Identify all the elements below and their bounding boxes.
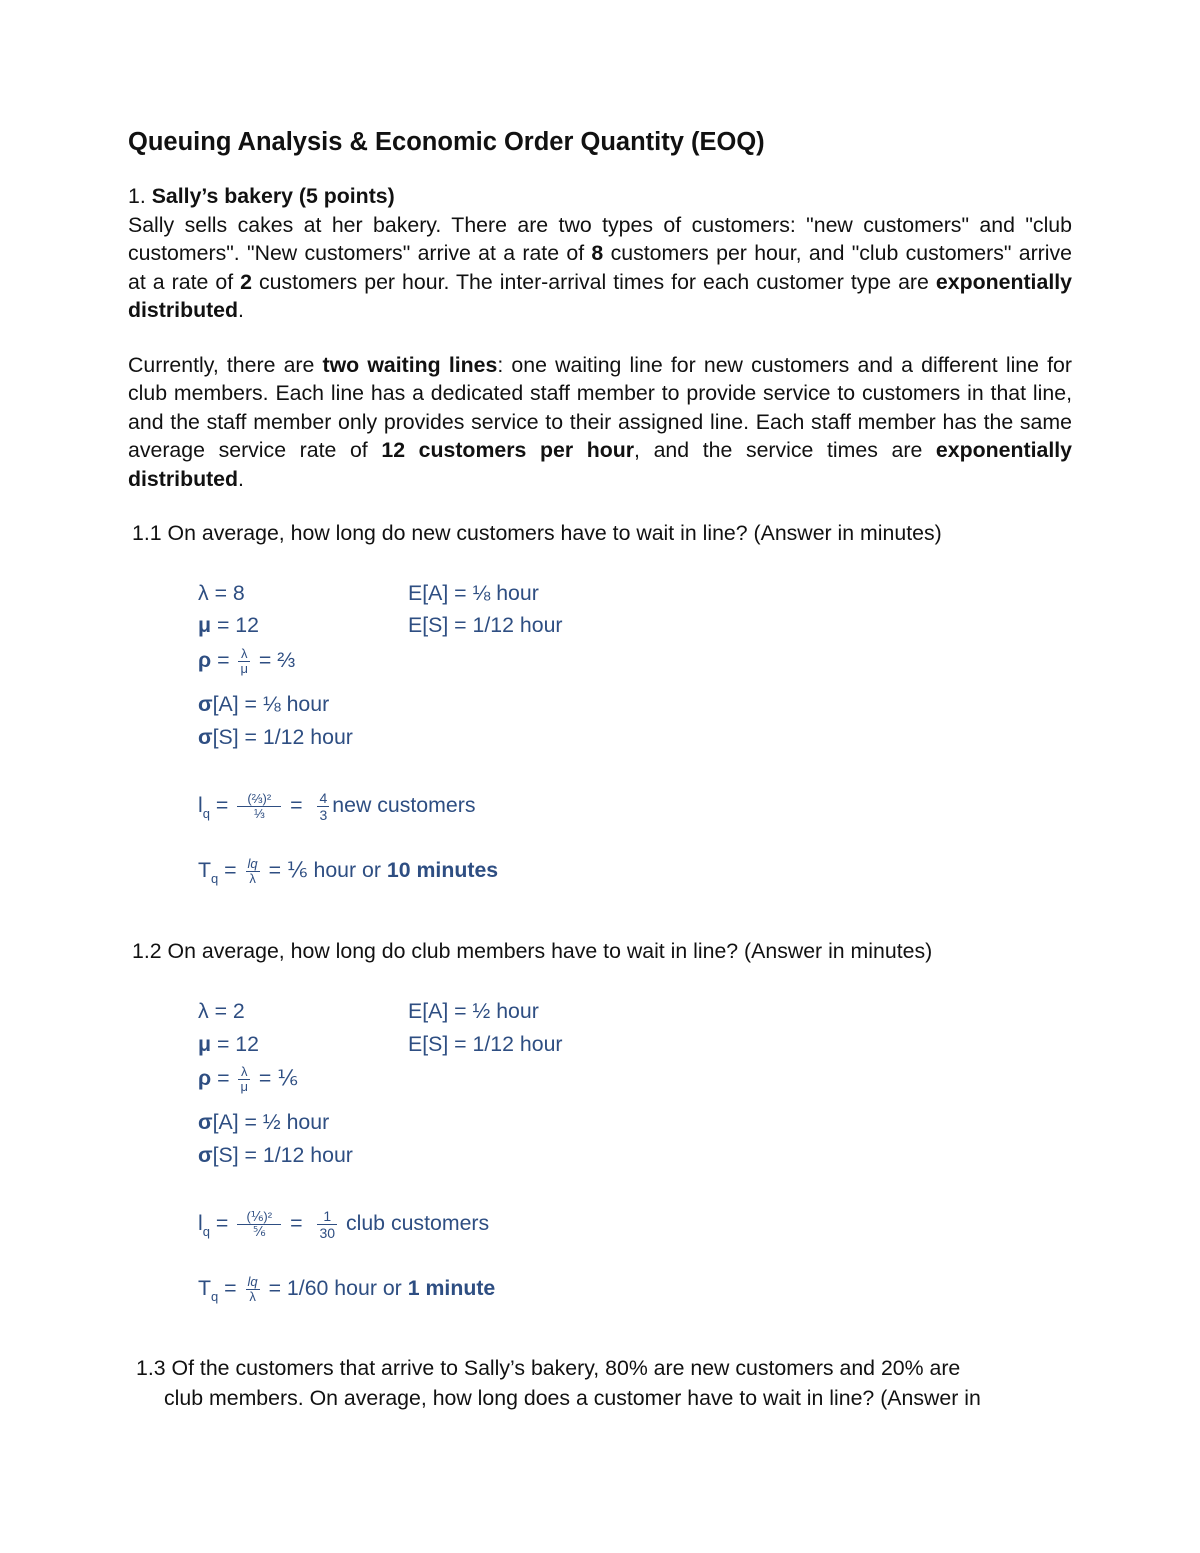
tq-symbol: T	[198, 1276, 212, 1301]
q11-ea: E[A] = ⅛ hour	[408, 581, 539, 605]
lq-res-num: 1	[317, 1208, 337, 1225]
tq-num: lq	[247, 1274, 258, 1289]
tq-sub: q	[211, 871, 219, 887]
q11-sigma-a	[198, 692, 329, 717]
mu-symbol: μ	[198, 1032, 212, 1056]
lq-res-den: 30	[319, 1225, 336, 1241]
tq-den: λ	[249, 871, 256, 886]
lq-den: ⅓	[253, 806, 265, 821]
lq-res-num: 4	[319, 790, 328, 806]
p1-bold-rate-club: 2	[240, 269, 252, 294]
sigma-s-text: [S] = 1/12 hour	[212, 1143, 353, 1167]
tq-answer: 1 minute	[407, 1276, 496, 1301]
lq-res-den: 3	[319, 807, 328, 823]
lq-fraction	[237, 1210, 281, 1239]
problem-heading	[128, 182, 1072, 210]
rho-num: λ	[238, 1065, 250, 1080]
sigma-a-text: [A] = ⅛ hour	[212, 692, 330, 716]
tq-fraction	[246, 857, 260, 886]
q12-rho: ρ = $\frac{\lambda}{\mu}$ = ⅙	[198, 1064, 298, 1094]
question-1-3	[136, 1354, 1076, 1413]
q12-sigma-a	[198, 1110, 329, 1135]
lq-sub: q	[202, 1224, 210, 1240]
tq-text: = ⅙ hour or	[268, 858, 387, 883]
q11-rho: ρ = $\frac{\lambda}{\mu}$ = ⅔	[198, 646, 296, 676]
question-1-1: 1.1 On average, how long do new customers have to wait in line? (Answer in minutes)	[132, 521, 942, 545]
tq-den: λ	[249, 1289, 256, 1304]
q11-mu	[198, 613, 259, 638]
q11-sigma-s	[198, 725, 353, 750]
lq-sub: q	[202, 806, 210, 822]
p1-bold-rate-new: 8	[591, 241, 604, 266]
lq-result-fraction	[317, 1208, 337, 1241]
p2-text-g: .	[238, 466, 244, 491]
mu-value: = 12	[211, 613, 259, 637]
rho-result: = ⅔	[258, 648, 296, 673]
question-1-2: 1.2 On average, how long do club members have to wait in line? (Answer in minutes)	[132, 939, 933, 963]
p1-text-e: customers per hour. The inter-arrival times for each customer type are	[251, 269, 936, 294]
p2-bold-lines: two waiting lines	[322, 353, 498, 377]
lq-symbol: l	[198, 1211, 203, 1236]
question-1-3-line1: 1.3 Of the customers that arrive to Sally’s bakery, 80% are new customers and 20% are	[136, 1356, 961, 1380]
tq-text: = 1/60 hour or	[268, 1276, 408, 1301]
p1-text-g: .	[238, 298, 244, 323]
q11-tq: $T_q$ = $\frac{lq}{\lambda}$ = ⅙ hour or 10 minutes	[198, 856, 499, 887]
lq-num: (⅔)²	[237, 792, 281, 807]
lq-text: club customers	[345, 1211, 490, 1236]
tq-answer: 10 minutes	[386, 858, 499, 883]
p2-text-a: Currently, there are	[128, 353, 323, 377]
sigma-a-text: [A] = ½ hour	[212, 1110, 330, 1134]
lq-result-fraction	[317, 790, 329, 823]
lq-num: (⅙)²	[237, 1210, 281, 1225]
lq-symbol: l	[198, 793, 203, 818]
sigma-symbol: σ	[198, 692, 213, 716]
q12-sigma-s	[198, 1143, 353, 1168]
sigma-symbol: σ	[198, 1110, 213, 1134]
tq-symbol: T	[198, 858, 212, 883]
problem-paragraph-1	[128, 211, 1072, 325]
lq-fraction	[237, 792, 281, 821]
problem-paragraph-2	[128, 351, 1072, 493]
sigma-symbol: σ	[198, 1143, 213, 1167]
q12-mu	[198, 1032, 259, 1057]
p2-text-e: , and the service times are	[634, 438, 936, 463]
q11-lq: $l_q$ = $\frac{\text{(⅔)²}}{\text{⅓}}$ = $\frac{4}{3}$ new customers	[198, 790, 476, 823]
problem-title: Sally’s bakery (5 points)	[151, 184, 395, 208]
p2-bold-distribution: exponentially distributed	[128, 438, 1073, 491]
tq-sub: q	[211, 1289, 219, 1305]
rho-fraction	[238, 1065, 250, 1094]
rho-num: λ	[238, 647, 250, 662]
rho-den: μ	[240, 661, 248, 676]
lq-text: new customers	[332, 793, 476, 818]
rho-fraction	[238, 647, 250, 676]
tq-num: lq	[247, 856, 258, 871]
p2-text-c: : one waiting line for new customers and a different line for club members. Each line has a dedicated staff member to provide service to customers in that line, and the staff member only provides service to their assigned line. Each staff member has the same average service rate of	[128, 353, 1072, 463]
rho-den: μ	[240, 1079, 248, 1094]
sigma-s-text: [S] = 1/12 hour	[212, 725, 353, 749]
q12-lambda: λ = 2	[198, 999, 245, 1023]
page-title: Queuing Analysis & Economic Order Quantity (EOQ)	[128, 128, 765, 156]
tq-fraction	[246, 1275, 260, 1304]
mu-value: = 12	[211, 1032, 259, 1056]
q12-es: E[S] = 1/12 hour	[408, 1032, 563, 1056]
q12-tq: $T_q$ = $\frac{lq}{\lambda}$ = 1/60 hour or 1 minute	[198, 1274, 496, 1305]
rho-result: = ⅙	[258, 1066, 298, 1091]
q12-ea: E[A] = ½ hour	[408, 999, 539, 1023]
rho-symbol: ρ	[198, 648, 212, 673]
p2-bold-service-rate: 12 customers per hour	[381, 438, 635, 463]
q12-lq: $l_q$ = $\frac{\text{(⅙)²}}{\text{⅚}}$ = $\frac{1}{30}$ club customers	[198, 1208, 490, 1241]
sigma-symbol: σ	[198, 725, 213, 749]
q11-es: E[S] = 1/12 hour	[408, 613, 563, 637]
q11-lambda: λ = 8	[198, 581, 245, 605]
rho-symbol: ρ	[198, 1066, 212, 1091]
mu-symbol: μ	[198, 613, 212, 637]
p1-text-c: customers per hour, and "club customers" arrive at a rate of	[128, 241, 1072, 294]
lq-den: ⅚	[252, 1224, 266, 1239]
problem-number: 1.	[128, 184, 152, 208]
question-1-3-line2: club members. On average, how long does a customer have to wait in line? (Answer in	[164, 1385, 981, 1410]
p1-text-a: Sally sells cakes at her bakery. There are two types of customers: "new customers" and "club customers". "New customers" arrive at a rate of	[128, 213, 1072, 266]
p1-bold-distribution: exponentially distributed	[128, 269, 1072, 323]
